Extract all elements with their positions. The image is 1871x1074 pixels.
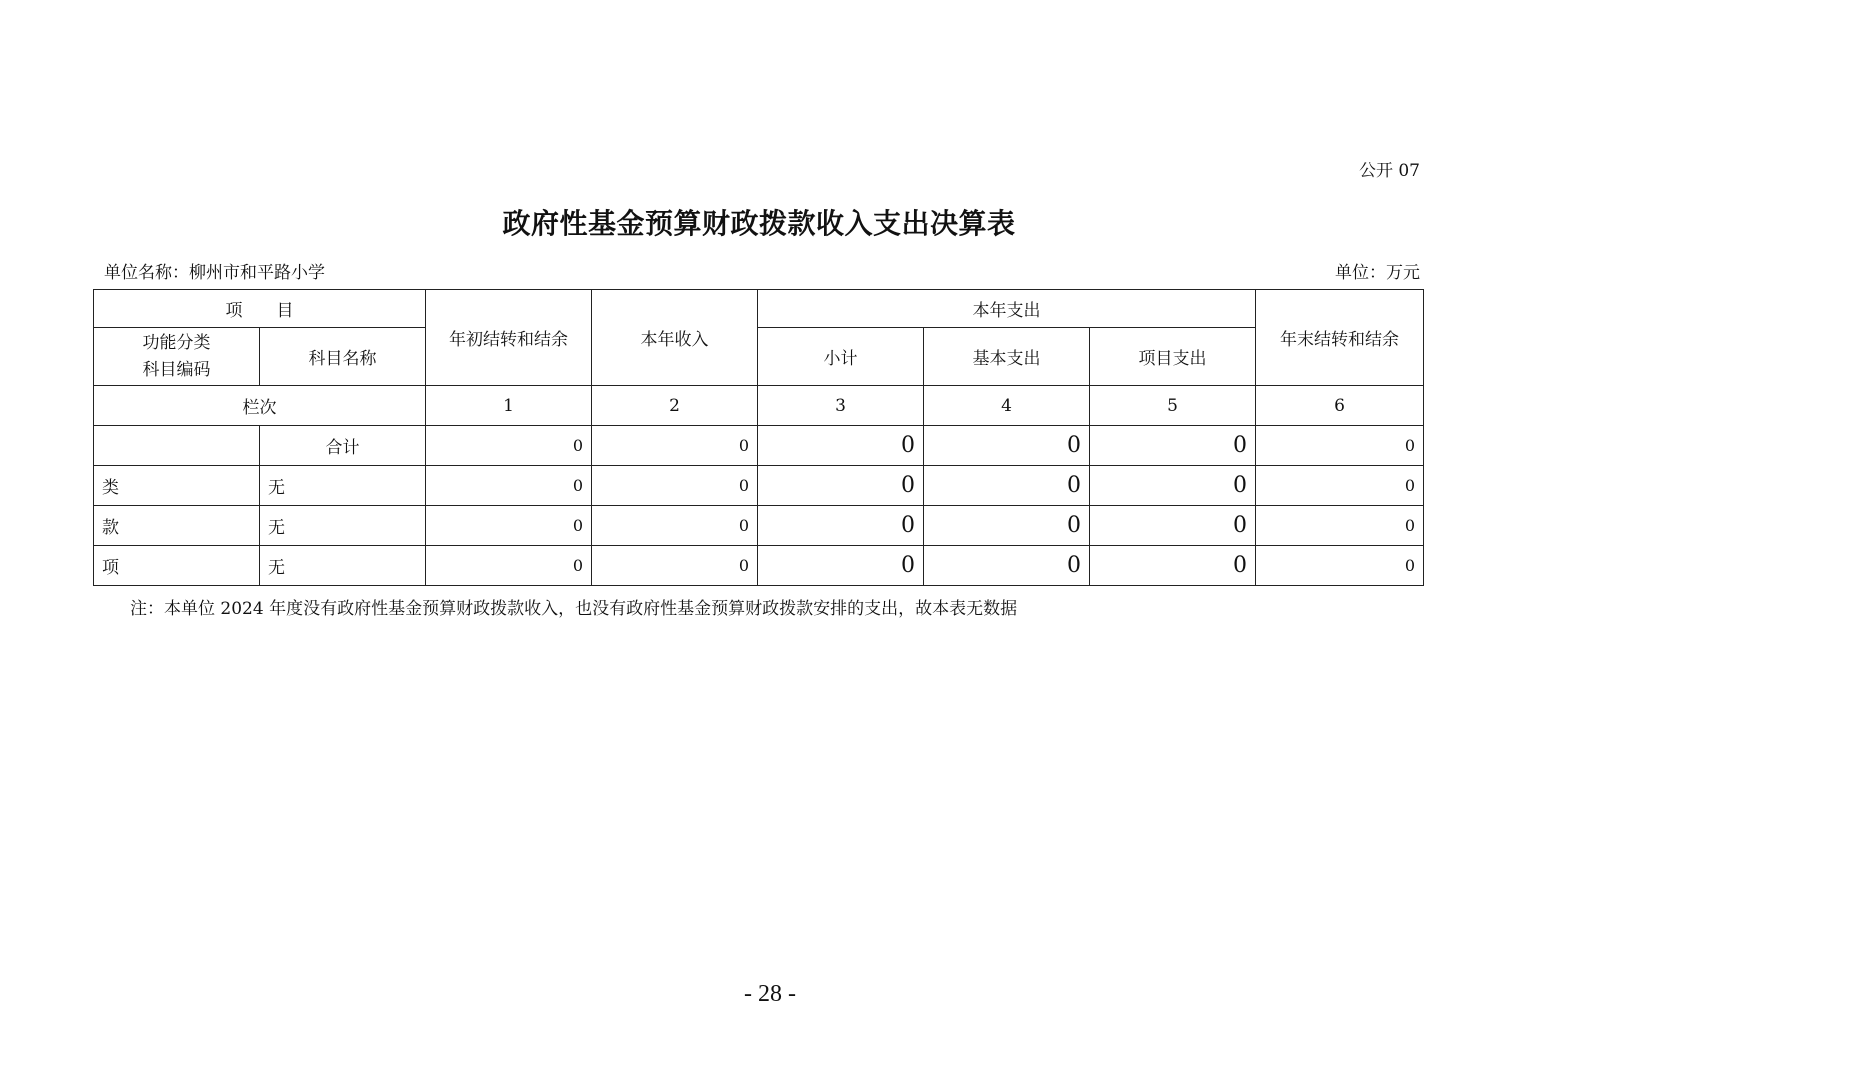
header-basic-expense: 基本支出 xyxy=(924,328,1090,386)
column-number: 6 xyxy=(1256,386,1424,426)
begin-balance-value: 0 xyxy=(426,466,592,506)
column-number: 2 xyxy=(592,386,758,426)
header-item-group: 项 目 xyxy=(94,290,426,328)
basic-expense-value: 0 xyxy=(924,546,1090,586)
subject-name: 无 xyxy=(260,546,426,586)
end-balance-value: 0 xyxy=(1256,426,1424,466)
header-current-income: 本年收入 xyxy=(592,290,758,386)
subtotal-value: 0 xyxy=(758,506,924,546)
subject-code: 类 xyxy=(94,466,260,506)
end-balance-value: 0 xyxy=(1256,466,1424,506)
table-row-section xyxy=(94,506,1424,546)
fund-budget-table xyxy=(93,289,1424,586)
document-title: 政府性基金预算财政拨款收入支出决算表 xyxy=(502,207,1016,240)
basic-expense-value: 0 xyxy=(924,466,1090,506)
subject-code: 款 xyxy=(94,506,260,546)
subject-name: 无 xyxy=(260,466,426,506)
subject-code: 项 xyxy=(94,546,260,586)
header-project-expense: 项目支出 xyxy=(1090,328,1256,386)
end-balance-value: 0 xyxy=(1256,546,1424,586)
header-subject-name: 科目名称 xyxy=(260,328,426,386)
unit-label: 单位：万元 xyxy=(1335,263,1420,283)
header-function-code-line2: 科目编码 xyxy=(142,359,211,380)
header-begin-balance: 年初结转和结余 xyxy=(426,290,592,386)
begin-balance-value: 0 xyxy=(426,426,592,466)
row-index-label: 栏次 xyxy=(94,386,426,426)
header-function-code xyxy=(94,328,260,386)
table-row-item xyxy=(94,546,1424,586)
organization-name: 单位名称：柳州市和平路小学 xyxy=(104,263,325,283)
subject-name: 合计 xyxy=(260,426,426,466)
subtotal-value: 0 xyxy=(758,466,924,506)
header-function-code-line1: 功能分类 xyxy=(142,332,211,353)
header-subtotal: 小计 xyxy=(758,328,924,386)
table-row-total xyxy=(94,426,1424,466)
income-value: 0 xyxy=(592,426,758,466)
income-value: 0 xyxy=(592,506,758,546)
column-number: 4 xyxy=(924,386,1090,426)
document-code: 公开 07 xyxy=(1358,161,1420,181)
header-expense-group: 本年支出 xyxy=(758,290,1256,328)
table-note: 注：本单位 2024 年度没有政府性基金预算财政拨款收入，也没有政府性基金预算财政拨款安排的支出，故本表无数据 xyxy=(130,599,1018,619)
page-number: - 28 - xyxy=(744,981,796,1007)
begin-balance-value: 0 xyxy=(426,506,592,546)
column-number: 5 xyxy=(1090,386,1256,426)
column-number: 3 xyxy=(758,386,924,426)
income-value: 0 xyxy=(592,466,758,506)
basic-expense-value: 0 xyxy=(924,426,1090,466)
project-expense-value: 0 xyxy=(1090,506,1256,546)
project-expense-value: 0 xyxy=(1090,426,1256,466)
subtotal-value: 0 xyxy=(758,426,924,466)
header-end-balance: 年末结转和结余 xyxy=(1256,290,1424,386)
project-expense-value: 0 xyxy=(1090,466,1256,506)
begin-balance-value: 0 xyxy=(426,546,592,586)
basic-expense-value: 0 xyxy=(924,506,1090,546)
table-row-class xyxy=(94,466,1424,506)
subject-name: 无 xyxy=(260,506,426,546)
income-value: 0 xyxy=(592,546,758,586)
project-expense-value: 0 xyxy=(1090,546,1256,586)
subject-code xyxy=(94,426,260,466)
column-number: 1 xyxy=(426,386,592,426)
end-balance-value: 0 xyxy=(1256,506,1424,546)
subtotal-value: 0 xyxy=(758,546,924,586)
